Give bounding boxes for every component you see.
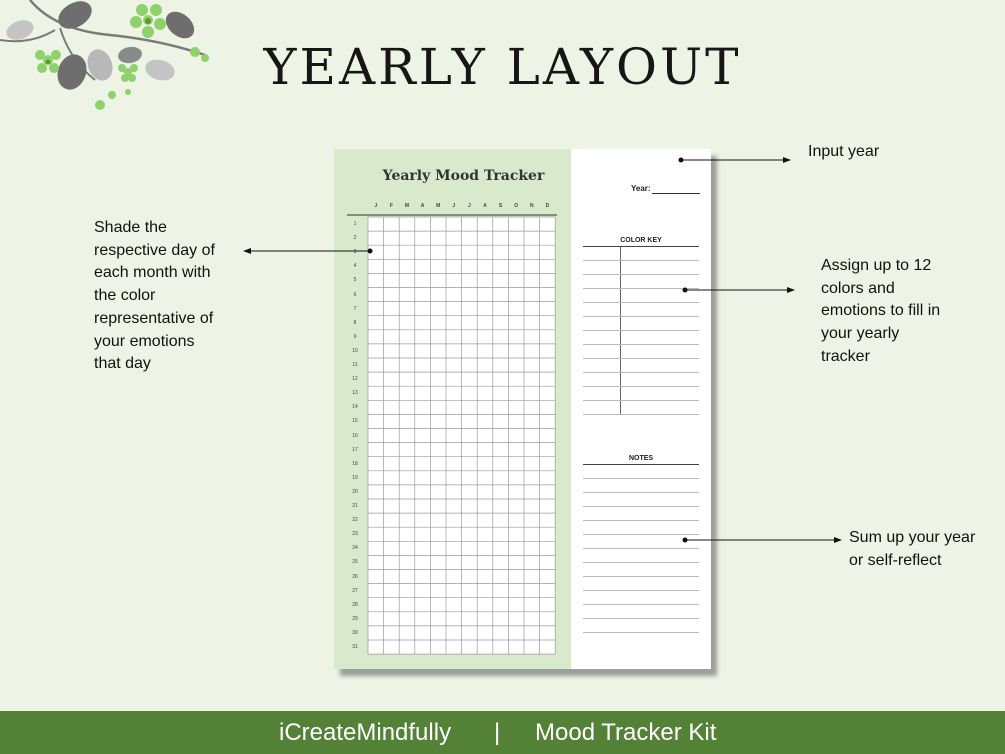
day-number: 27 <box>352 587 358 594</box>
page-title: YEARLY LAYOUT <box>263 38 742 96</box>
annotation-sum-up: Sum up your year or self-reflect <box>849 529 976 569</box>
day-number: 31 <box>352 644 358 651</box>
day-number: 11 <box>352 362 358 369</box>
day-number: 4 <box>353 263 357 270</box>
year-label: Year: <box>631 184 651 193</box>
day-number: 12 <box>352 376 358 383</box>
day-number: 21 <box>352 503 358 510</box>
day-number: 5 <box>353 277 357 284</box>
annotation-input-year: Input year <box>808 143 880 160</box>
day-number: 15 <box>352 418 358 425</box>
month-header: F <box>389 203 393 209</box>
day-number: 22 <box>352 517 358 524</box>
month-header: O <box>514 203 519 209</box>
month-header: N <box>529 203 534 209</box>
day-number: 10 <box>352 347 358 354</box>
footer-bar <box>0 711 1005 754</box>
day-number: 13 <box>352 390 358 397</box>
month-header: S <box>498 203 503 209</box>
day-number: 6 <box>353 291 357 298</box>
day-number: 7 <box>353 305 357 312</box>
day-number: 8 <box>353 319 357 326</box>
notes-title: NOTES <box>628 455 654 462</box>
annotation-assign-colors: Assign up to 12 colors and emotions to fill in your yearly tracker <box>821 257 941 365</box>
footer-brand: iCreateMindfully <box>279 719 452 746</box>
day-number: 26 <box>352 573 358 580</box>
day-number: 28 <box>352 601 358 608</box>
day-number: 30 <box>352 629 358 636</box>
annotation-shade-days: Shade the respective day of each month with the color representative of your emotions that day <box>94 219 215 373</box>
month-header: J <box>452 203 456 209</box>
day-number: 2 <box>353 235 357 242</box>
day-number: 20 <box>352 488 358 495</box>
day-number: 14 <box>352 404 358 411</box>
day-number: 25 <box>352 559 358 566</box>
month-header: J <box>374 203 378 209</box>
month-header: M <box>404 203 410 209</box>
day-number: 16 <box>352 432 358 439</box>
day-number: 19 <box>352 474 358 481</box>
month-header: J <box>468 203 471 209</box>
day-number: 3 <box>353 249 357 256</box>
month-header: A <box>420 203 425 209</box>
day-number: 23 <box>352 531 358 538</box>
footer-separator: | <box>494 719 501 746</box>
tracker-title: Yearly Mood Tracker <box>382 168 545 184</box>
month-header: A <box>483 203 487 209</box>
footer-product: Mood Tracker Kit <box>535 719 717 746</box>
day-number: 17 <box>352 446 358 453</box>
month-header: M <box>436 203 441 209</box>
day-number: 29 <box>352 615 358 622</box>
day-number: 18 <box>352 460 358 467</box>
day-number: 1 <box>353 221 357 228</box>
month-header: D <box>545 203 550 209</box>
color-key-title: COLOR KEY <box>620 237 662 244</box>
day-number: 24 <box>352 545 358 552</box>
day-number: 9 <box>353 333 357 340</box>
